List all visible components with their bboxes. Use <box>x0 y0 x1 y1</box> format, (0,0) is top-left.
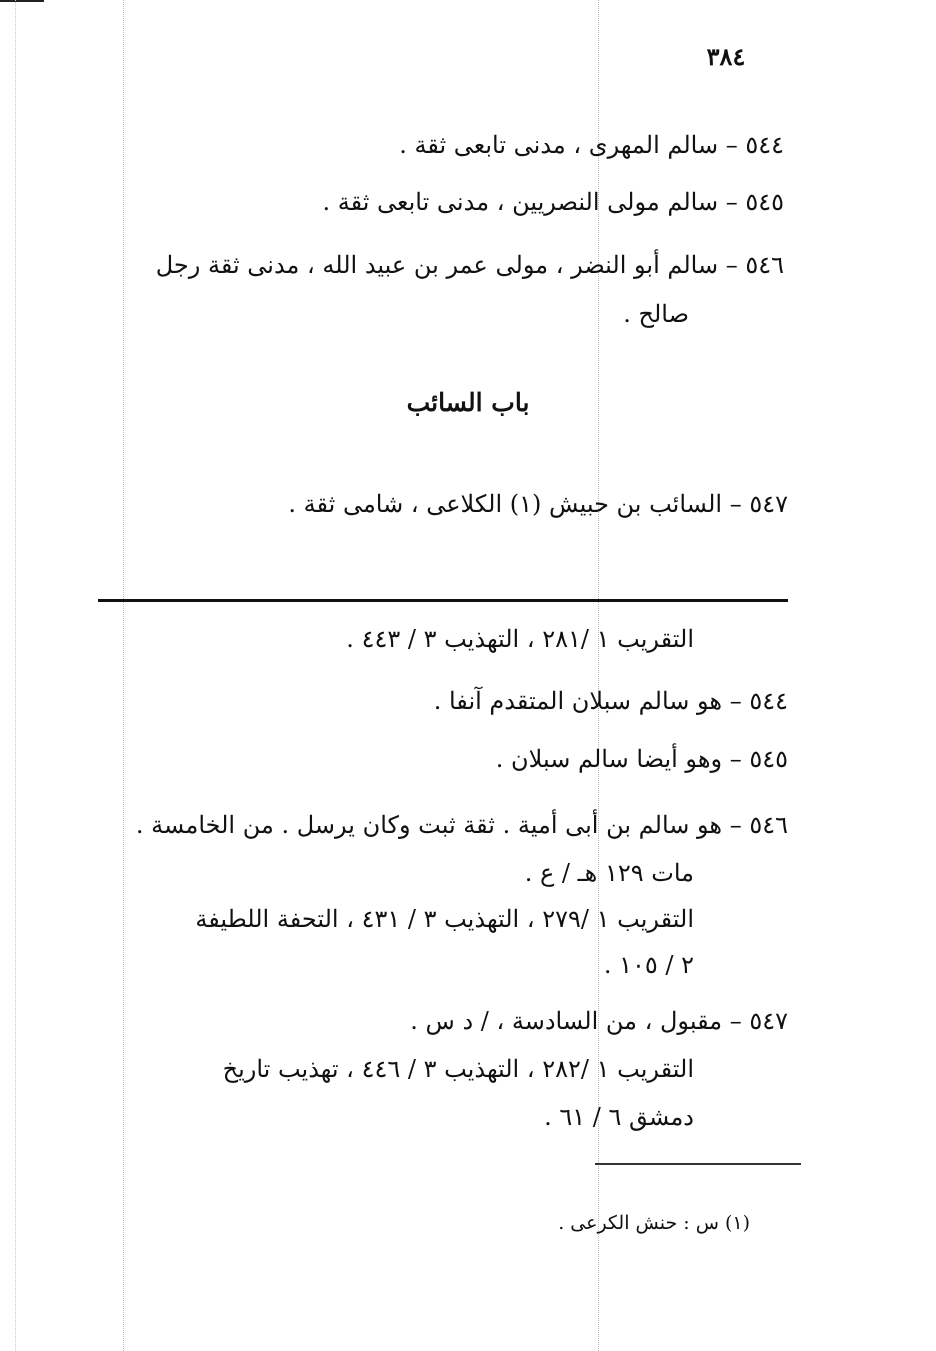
footnote-separator <box>595 1163 801 1165</box>
note-546-line3: التقريب ١ /٢٧٩ ، التهذيب ٣ / ٤٣١ ، التحفة اللطيفة <box>195 905 694 933</box>
note-544: ٥٤٤ – هو سالم سبلان المتقدم آنفا . <box>433 687 788 715</box>
note-546-line1: ٥٤٦ – هو سالم بن أبى أمية . ثقة ثبت وكان يرسل . من الخامسة . <box>135 811 788 839</box>
note-547-line3: دمشق ٦ / ٦١ . <box>544 1103 694 1131</box>
footnotes-separator <box>98 599 788 602</box>
entry-546-line1: ٥٤٦ – سالم أبو النضر ، مولى عمر بن عبيد الله ، مدنى ثقة رجل <box>155 251 784 279</box>
entry-545: ٥٤٥ – سالم مولى النصريين ، مدنى تابعى ثقة . <box>322 188 784 216</box>
note-546-line2: مات ١٢٩ هـ / ع . <box>524 859 694 887</box>
note-546-line4: ٢ / ١٠٥ . <box>603 951 694 979</box>
note-547-line1: ٥٤٧ – مقبول ، من السادسة ، / د س . <box>410 1007 788 1035</box>
note-543-tail: التقريب ١ /٢٨١ ، التهذيب ٣ / ٤٤٣ . <box>346 625 694 653</box>
footnote-1: (١) س : حنش الكرعى . <box>558 1212 750 1234</box>
scan-edge-line <box>15 0 16 1351</box>
note-547-line2: التقريب ١ /٢٨٢ ، التهذيب ٣ / ٤٤٦ ، تهذيب تاريخ <box>222 1055 694 1083</box>
entry-544: ٥٤٤ – سالم المهرى ، مدنى تابعى ثقة . <box>399 131 784 159</box>
note-545: ٥٤٥ – وهو أيضا سالم سبلان . <box>495 745 788 773</box>
entry-546-line2: صالح . <box>623 300 689 328</box>
section-title: باب السائب <box>406 388 530 417</box>
scan-dotted-line <box>123 0 124 1351</box>
entry-547: ٥٤٧ – السائب بن حبيش (١) الكلاعى ، شامى ثقة . <box>288 490 788 518</box>
page-number: ٣٨٤ <box>706 42 746 71</box>
corner-scan-mark <box>0 0 44 2</box>
